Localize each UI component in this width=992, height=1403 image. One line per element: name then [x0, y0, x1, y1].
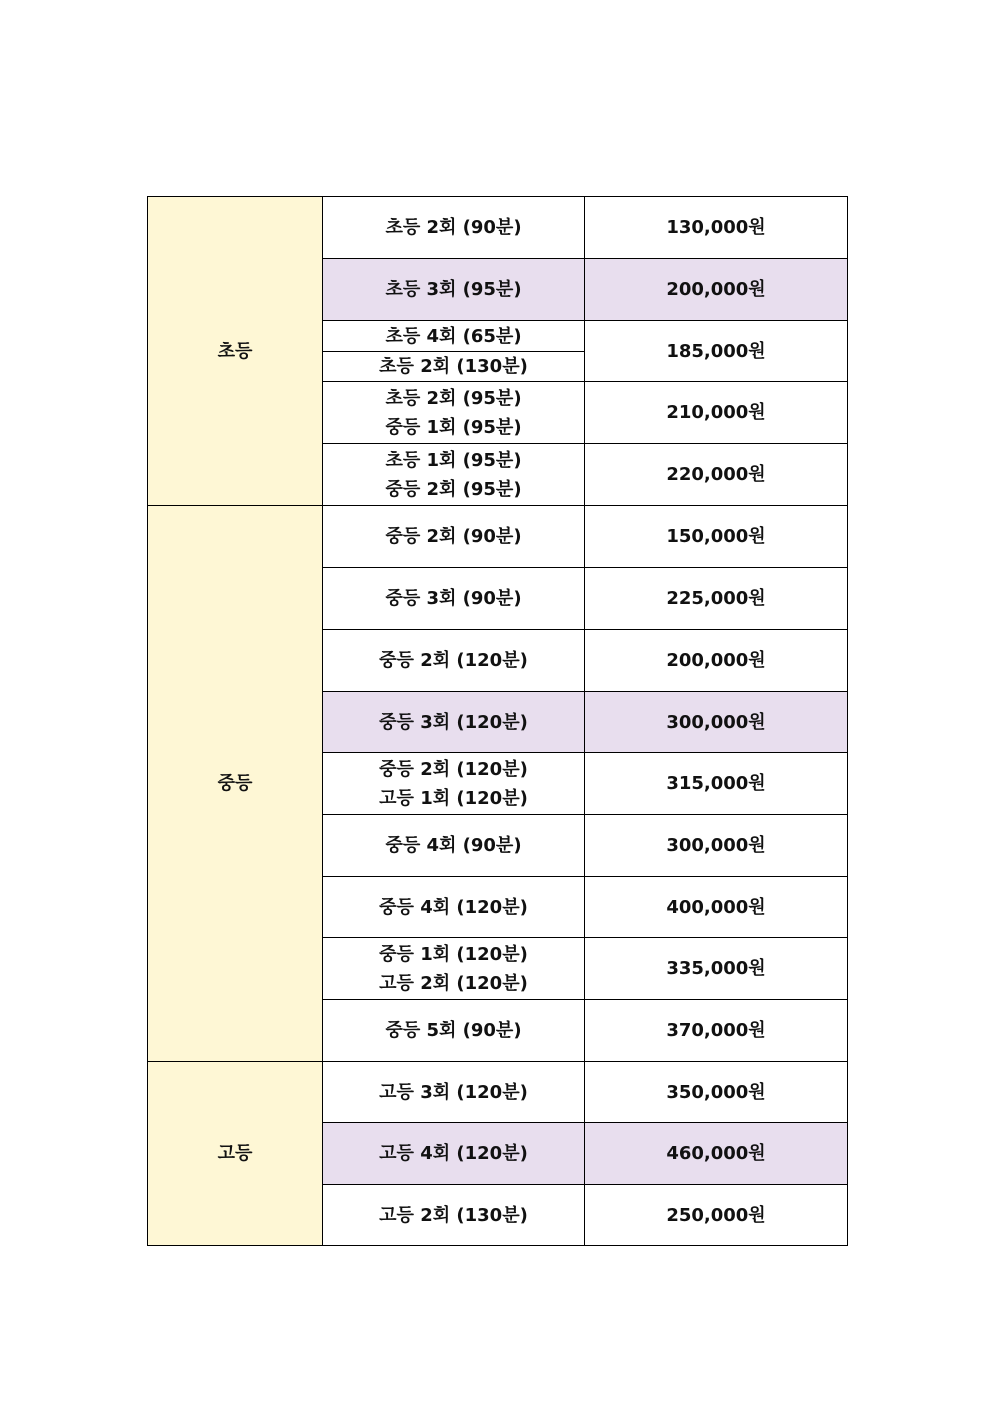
price-cell: 250,000원: [585, 1185, 848, 1246]
price-table: [147, 196, 848, 1246]
course-cell: [323, 352, 585, 382]
course-cell: [323, 1123, 585, 1185]
price-cell: 200,000원: [585, 259, 848, 321]
price-cell: 400,000원: [585, 877, 848, 938]
course-line: 초등 2회 (130분): [379, 356, 528, 377]
course-cell: [323, 692, 585, 753]
course-cell: [323, 1062, 585, 1123]
course-line: 중등 4회 (90분): [385, 835, 522, 856]
price-cell: 225,000원: [585, 568, 848, 630]
table-row: [148, 1062, 848, 1123]
table-row: [148, 197, 848, 259]
course-line: 초등 2회 (95분): [385, 387, 522, 409]
course-line: 고등 3회 (120분): [379, 1081, 528, 1103]
price-cell: 460,000원: [585, 1123, 848, 1185]
course-line: 중등 1회 (95분): [385, 416, 522, 438]
price-cell: 350,000원: [585, 1062, 848, 1123]
course-line: 중등 3회 (90분): [385, 588, 522, 609]
price-cell: 150,000원: [585, 506, 848, 568]
course-cell: [323, 259, 585, 321]
course-line: 중등 2회 (95분): [385, 478, 522, 500]
course-line: 고등 2회 (120분): [379, 972, 528, 994]
course-line: 중등 2회 (90분): [385, 526, 522, 547]
course-line: 중등 2회 (120분): [379, 650, 528, 671]
course-line: 초등 3회 (95분): [385, 279, 522, 300]
price-cell: 130,000원: [585, 197, 848, 259]
course-cell: [323, 1000, 585, 1062]
course-line: 중등 5회 (90분): [385, 1020, 522, 1041]
price-cell: 210,000원: [585, 382, 848, 444]
course-line: 초등 2회 (90분): [385, 217, 522, 238]
price-cell: 335,000원: [585, 938, 848, 1000]
course-line: 중등 2회 (120분): [379, 758, 528, 780]
price-cell: 300,000원: [585, 692, 848, 753]
table-row: [148, 506, 848, 568]
course-cell: [323, 197, 585, 259]
course-line: 초등 4회 (65분): [385, 325, 522, 347]
course-cell: [323, 382, 585, 444]
course-cell: [323, 568, 585, 630]
course-line: 중등 4회 (120분): [379, 896, 528, 918]
course-line: 초등 1회 (95분): [385, 449, 522, 471]
level-cell-middle: 중등: [148, 506, 323, 1062]
course-cell: [323, 630, 585, 692]
course-cell: [323, 938, 585, 1000]
course-line: 중등 3회 (120분): [379, 711, 528, 733]
price-cell: 220,000원: [585, 444, 848, 506]
course-cell: [323, 877, 585, 938]
price-cell: 200,000원: [585, 630, 848, 692]
level-cell-high: 고등: [148, 1062, 323, 1246]
price-cell: 300,000원: [585, 815, 848, 877]
course-line: 고등 4회 (120분): [379, 1143, 528, 1164]
course-line: 고등 1회 (120분): [379, 787, 528, 809]
price-cell: 185,000원: [585, 321, 848, 382]
level-cell-elementary: 초등: [148, 197, 323, 506]
course-cell: [323, 815, 585, 877]
course-cell: [323, 1185, 585, 1246]
course-cell: [323, 753, 585, 815]
course-cell: [323, 444, 585, 506]
price-cell: 315,000원: [585, 753, 848, 815]
course-line: 중등 1회 (120분): [379, 943, 528, 965]
course-line: 고등 2회 (130분): [379, 1204, 528, 1226]
course-cell: [323, 321, 585, 352]
course-cell: [323, 506, 585, 568]
price-cell: 370,000원: [585, 1000, 848, 1062]
